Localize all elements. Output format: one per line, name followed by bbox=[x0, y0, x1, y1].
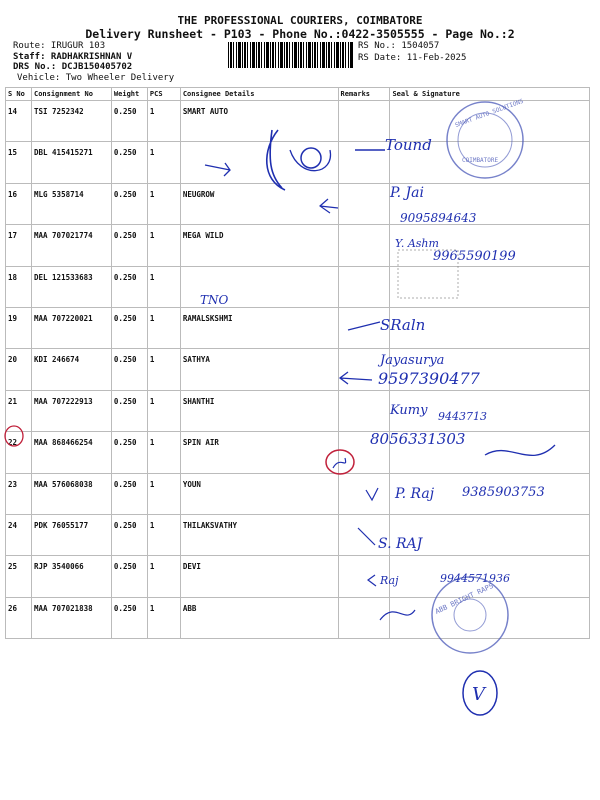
cell-sno: 14 bbox=[6, 101, 32, 142]
cell-remarks bbox=[338, 556, 390, 597]
recipient-phone-row21: 9443713 bbox=[438, 410, 487, 423]
drs-number: DRS No.: DCJB150405702 bbox=[13, 62, 133, 72]
cell-consignment: MLG 5358714 bbox=[31, 183, 111, 224]
cell-consignment: MAA 707222913 bbox=[31, 390, 111, 431]
recipient-phone-row20: 9597390477 bbox=[378, 369, 480, 388]
cell-sno: 25 bbox=[6, 556, 32, 597]
cell-sno: 22 bbox=[6, 432, 32, 473]
stamp-text: ABB BRIGHT RAPS bbox=[433, 581, 495, 616]
cell-remarks bbox=[338, 266, 390, 307]
staff-label: Staff: RADHAKRISHNAN V bbox=[13, 52, 133, 62]
header-weight: Weight bbox=[111, 88, 147, 101]
cell-remarks bbox=[338, 390, 390, 431]
note-row19: TNO bbox=[200, 293, 229, 307]
table-row bbox=[6, 556, 590, 597]
cell-consignee: RAMALSKSHMI bbox=[180, 307, 338, 348]
vehicle-label: Vehicle: Two Wheeler Delivery bbox=[17, 73, 175, 83]
cell-consignee bbox=[180, 142, 338, 183]
cell-seal bbox=[390, 266, 590, 307]
signature-row21: Kumy bbox=[390, 403, 428, 418]
cell-sno: 15 bbox=[6, 142, 32, 183]
table-row bbox=[6, 142, 590, 183]
cell-sno: 21 bbox=[6, 390, 32, 431]
cell-seal bbox=[390, 225, 590, 266]
cell-consignee: YOUN bbox=[180, 473, 338, 514]
cell-consignee: SATHYA bbox=[180, 349, 338, 390]
recipient-name-row25: Raj bbox=[380, 574, 399, 587]
table-row bbox=[6, 349, 590, 390]
cell-pcs: 1 bbox=[147, 225, 180, 266]
cell-remarks bbox=[338, 183, 390, 224]
rs-number: RS No.: 1504057 bbox=[358, 41, 440, 51]
company-title: THE PROFESSIONAL COURIERS, COIMBATORE bbox=[177, 14, 423, 27]
signature-row19: SRaln bbox=[380, 316, 426, 334]
header-consignment: Consignment No bbox=[31, 88, 111, 101]
cell-weight: 0.250 bbox=[111, 390, 147, 431]
stamp-text: COIMBATORE bbox=[462, 157, 499, 164]
cell-weight: 0.250 bbox=[111, 473, 147, 514]
page-mark: V bbox=[472, 684, 485, 705]
table-row bbox=[6, 597, 590, 638]
cell-remarks bbox=[338, 597, 390, 638]
cell-pcs: 1 bbox=[147, 349, 180, 390]
table-row bbox=[6, 225, 590, 266]
cell-remarks bbox=[338, 142, 390, 183]
cell-consignment: MAA 707220021 bbox=[31, 307, 111, 348]
recipient-name-row17: Y. Ashm bbox=[395, 237, 439, 250]
cell-sno: 26 bbox=[6, 597, 32, 638]
stamp-text: SMART AUTO SOLUTIONS bbox=[454, 97, 525, 130]
cell-sno: 19 bbox=[6, 307, 32, 348]
cell-consignee bbox=[180, 266, 338, 307]
cell-weight: 0.250 bbox=[111, 556, 147, 597]
cell-consignee: ABB bbox=[180, 597, 338, 638]
runsheet-subtitle: Delivery Runsheet - P103 - Phone No.:0422-3505555 - Page No.:2 bbox=[85, 27, 515, 41]
recipient-name-row20: Jayasurya bbox=[380, 353, 445, 368]
cell-pcs: 1 bbox=[147, 183, 180, 224]
cell-seal bbox=[390, 473, 590, 514]
cell-seal bbox=[390, 142, 590, 183]
cell-sno: 18 bbox=[6, 266, 32, 307]
cell-consignment: MAA 868466254 bbox=[31, 432, 111, 473]
cell-consignee: THILAKSVATHY bbox=[180, 514, 338, 555]
table-row bbox=[6, 183, 590, 224]
cell-seal bbox=[390, 307, 590, 348]
cell-consignment: MAA 707021838 bbox=[31, 597, 111, 638]
header-details: Consignee Details bbox=[180, 88, 338, 101]
cell-weight: 0.250 bbox=[111, 225, 147, 266]
cell-pcs: 1 bbox=[147, 597, 180, 638]
cell-consignee: NEUGROW bbox=[180, 183, 338, 224]
cell-sno: 16 bbox=[6, 183, 32, 224]
table-row bbox=[6, 390, 590, 431]
signature-row15: Tound bbox=[385, 136, 432, 154]
table-row bbox=[6, 266, 590, 307]
cell-pcs: 1 bbox=[147, 473, 180, 514]
cell-pcs: 1 bbox=[147, 432, 180, 473]
table-header-row bbox=[6, 88, 590, 101]
cell-seal bbox=[390, 597, 590, 638]
cell-pcs: 1 bbox=[147, 101, 180, 142]
cell-sno: 23 bbox=[6, 473, 32, 514]
recipient-phone-row16: 9095894643 bbox=[400, 211, 477, 225]
signature-row24: S. RAJ bbox=[378, 536, 423, 552]
cell-remarks bbox=[338, 307, 390, 348]
cell-consignment: MAA 576068038 bbox=[31, 473, 111, 514]
cell-weight: 0.250 bbox=[111, 101, 147, 142]
cell-pcs: 1 bbox=[147, 556, 180, 597]
cell-seal bbox=[390, 101, 590, 142]
cell-pcs: 1 bbox=[147, 390, 180, 431]
cell-remarks bbox=[338, 225, 390, 266]
cell-weight: 0.250 bbox=[111, 349, 147, 390]
cell-remarks bbox=[338, 473, 390, 514]
cell-consignment: MAA 707021774 bbox=[31, 225, 111, 266]
cell-remarks bbox=[338, 432, 390, 473]
cell-pcs: 1 bbox=[147, 142, 180, 183]
table-row bbox=[6, 514, 590, 555]
cell-consignee: DEVI bbox=[180, 556, 338, 597]
recipient-phone-row17: 9965590199 bbox=[433, 249, 516, 264]
cell-pcs: 1 bbox=[147, 266, 180, 307]
header-seal: Seal & Signature bbox=[390, 88, 590, 101]
cell-seal bbox=[390, 183, 590, 224]
recipient-phone-row23: 9385903753 bbox=[462, 485, 545, 500]
cell-sno: 17 bbox=[6, 225, 32, 266]
header-remarks: Remarks bbox=[338, 88, 390, 101]
barcode bbox=[228, 42, 353, 68]
cell-weight: 0.250 bbox=[111, 142, 147, 183]
cell-weight: 0.250 bbox=[111, 514, 147, 555]
route-label: Route: IRUGUR 103 bbox=[13, 41, 106, 51]
cell-consignment: PDK 76055177 bbox=[31, 514, 111, 555]
cell-seal bbox=[390, 514, 590, 555]
table-row bbox=[6, 101, 590, 142]
cell-seal bbox=[390, 349, 590, 390]
cell-pcs: 1 bbox=[147, 307, 180, 348]
cell-sno: 20 bbox=[6, 349, 32, 390]
cell-seal bbox=[390, 556, 590, 597]
cell-weight: 0.250 bbox=[111, 432, 147, 473]
recipient-phone-row22: 8056331303 bbox=[370, 430, 466, 448]
cell-consignee: SMART AUTO bbox=[180, 101, 338, 142]
cell-remarks bbox=[338, 101, 390, 142]
cell-seal bbox=[390, 432, 590, 473]
cell-sno: 24 bbox=[6, 514, 32, 555]
page-mark-circle bbox=[463, 671, 497, 715]
header-pcs: PCS bbox=[147, 88, 180, 101]
cell-pcs: 1 bbox=[147, 514, 180, 555]
cell-consignee: SHANTHI bbox=[180, 390, 338, 431]
cell-consignee: SPIN AIR bbox=[180, 432, 338, 473]
cell-remarks bbox=[338, 514, 390, 555]
cell-weight: 0.250 bbox=[111, 597, 147, 638]
cell-consignment: KDI 246674 bbox=[31, 349, 111, 390]
recipient-phone-row25: 9944571936 bbox=[440, 572, 510, 585]
cell-consignment: DBL 415415271 bbox=[31, 142, 111, 183]
cell-consignment: TSI 7252342 bbox=[31, 101, 111, 142]
cell-seal bbox=[390, 390, 590, 431]
recipient-name-row23: P. Raj bbox=[395, 486, 435, 502]
header-sno: S No bbox=[6, 88, 32, 101]
cell-weight: 0.250 bbox=[111, 266, 147, 307]
table-row bbox=[6, 432, 590, 473]
recipient-name-row16: P. Jai bbox=[390, 185, 424, 201]
table-row bbox=[6, 473, 590, 514]
runsheet-table bbox=[5, 87, 590, 639]
cell-weight: 0.250 bbox=[111, 183, 147, 224]
cell-remarks bbox=[338, 349, 390, 390]
table-row bbox=[6, 307, 590, 348]
cell-consignment: DEL 121533683 bbox=[31, 266, 111, 307]
cell-consignee: MEGA WILD bbox=[180, 225, 338, 266]
rs-date: RS Date: 11-Feb-2025 bbox=[358, 53, 467, 63]
cell-consignment: RJP 3540066 bbox=[31, 556, 111, 597]
cell-weight: 0.250 bbox=[111, 307, 147, 348]
